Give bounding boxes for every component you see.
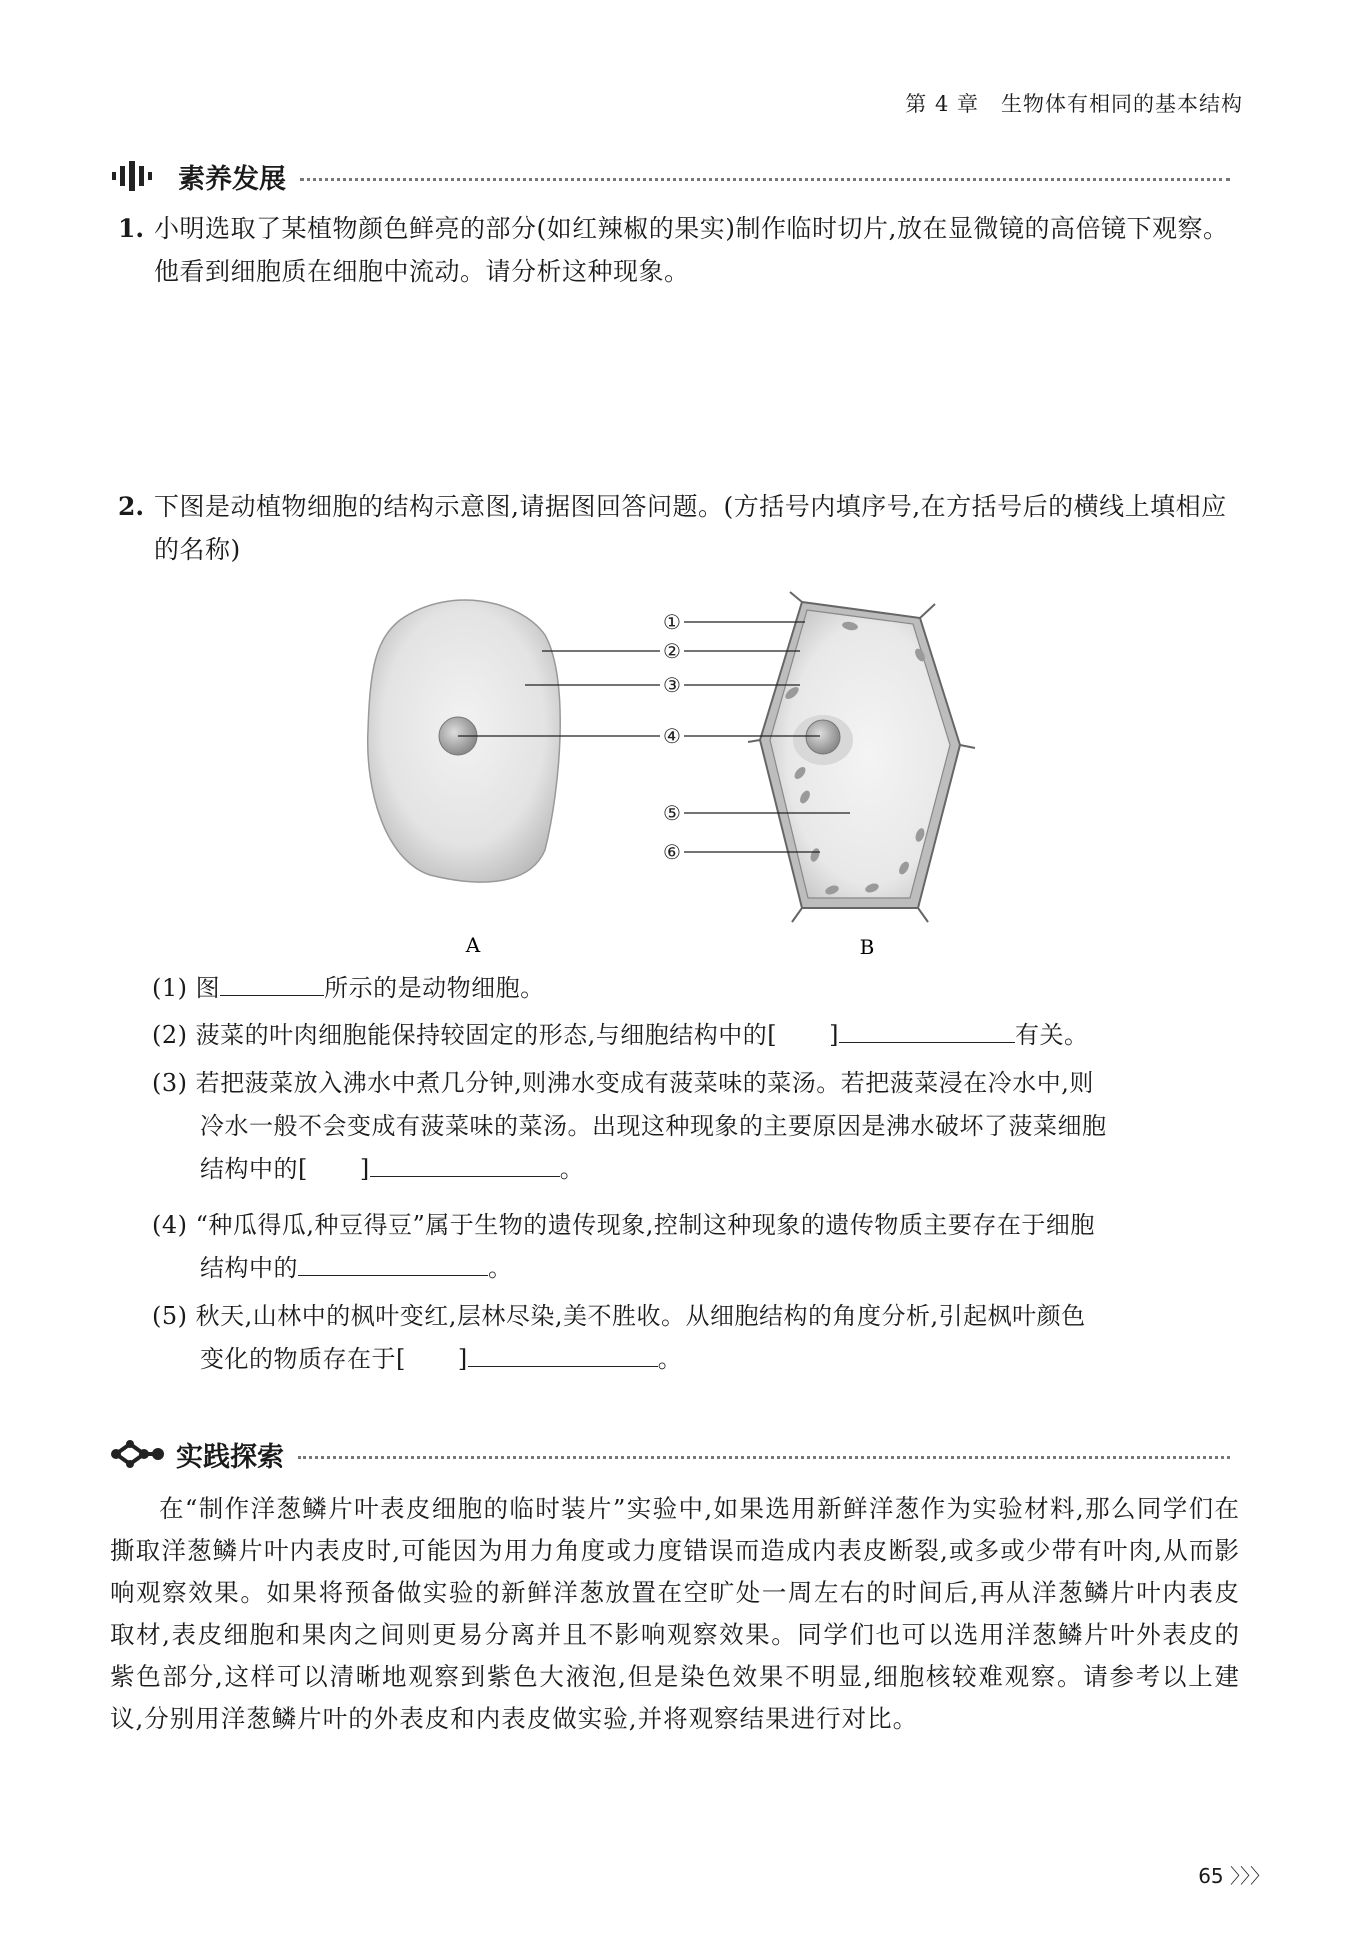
sub-text: 所示的是动物细胞。 [324, 974, 545, 1002]
section-title: 素养发展 [178, 163, 286, 195]
sub-text: 。 [657, 1345, 683, 1373]
sub-text: ] [457, 1345, 468, 1373]
answer-blank[interactable] [370, 1148, 560, 1177]
sub-text: 有关。 [1015, 1021, 1089, 1049]
sub-text: (2) 菠菜的叶肉细胞能保持较固定的形态,与细胞结构中的[ [152, 1021, 778, 1049]
sub-text: 结构中的 [200, 1254, 298, 1282]
marker-3: ③ [663, 673, 681, 697]
question-1 [118, 207, 1244, 293]
sub-question-1 [152, 967, 1242, 1010]
answer-blank[interactable] [839, 1014, 1015, 1043]
sub-text: ] [359, 1155, 370, 1183]
sub-text: (1) 图 [152, 974, 221, 1002]
sub-text: 。 [488, 1254, 513, 1282]
figure-label-a: A [465, 933, 481, 957]
figure-label-b: B [859, 935, 875, 959]
section-title: 实践探索 [176, 1441, 284, 1473]
marker-5: ⑤ [663, 801, 681, 825]
sub-text: 结构中的[ [200, 1155, 308, 1183]
sub-text: 冷水一般不会变成有菠菜味的菜汤。出现这种现象的主要原因是沸水破坏了菠菜细胞 [200, 1112, 1107, 1140]
marker-2: ② [663, 639, 681, 663]
sub-question-5 [152, 1295, 1242, 1381]
marker-4: ④ [663, 724, 681, 748]
animal-cell-a [368, 600, 561, 882]
question-text: 下图是动植物细胞的结构示意图,请据图回答问题。(方括号内填序号,在方括号后的横线上填相应的名称) [154, 492, 1227, 564]
answer-blank[interactable] [220, 967, 324, 996]
sub-text: (3) 若把菠菜放入沸水中煮几分钟,则沸水变成有菠菜味的菜汤。若把菠菜浸在冷水中,则 [152, 1069, 1094, 1097]
marker-6: ⑥ [663, 840, 681, 864]
section-heading-practice [110, 1432, 1230, 1476]
linked-nodes-icon [110, 1438, 166, 1470]
plant-cell-b [748, 592, 975, 922]
sub-text: (5) 秋天,山林中的枫叶变红,层林尽染,美不胜收。从细胞结构的角度分析,引起枫叶颜色 [152, 1302, 1086, 1330]
question-2 [118, 485, 1244, 571]
sub-text: (4) “种瓜得瓜,种豆得豆”属于生物的遗传现象,控制这种现象的遗传物质主要存在于细胞 [152, 1211, 1095, 1239]
sound-bars-icon [110, 161, 168, 191]
chapter-header: 第 4 章 生物体有相同的基本结构 [905, 92, 1243, 116]
answer-blank[interactable] [468, 1338, 658, 1367]
section-heading-literacy [110, 154, 1230, 198]
sub-text: ] [829, 1021, 839, 1049]
sub-text: 变化的物质存在于[ [200, 1345, 406, 1373]
dotted-divider [298, 1456, 1230, 1459]
sub-question-4 [152, 1204, 1242, 1290]
figure-markers [663, 610, 681, 864]
marker-1: ① [663, 610, 681, 634]
question-number: 2. [118, 492, 145, 521]
question-text: 小明选取了某植物颜色鲜亮的部分(如红辣椒的果实)制作临时切片,放在显微镜的高倍镜下观察。他看到细胞质在细胞中流动。请分析这种现象。 [154, 214, 1229, 286]
page-number: 65 〉〉〉 [1198, 1864, 1270, 1888]
question-number: 1. [118, 214, 145, 243]
sub-question-2 [152, 1014, 1242, 1057]
sub-text: 。 [559, 1155, 585, 1183]
answer-blank[interactable] [298, 1247, 488, 1276]
dotted-divider [300, 178, 1230, 181]
practice-paragraph: 在“制作洋葱鳞片叶表皮细胞的临时装片”实验中,如果选用新鲜洋葱作为实验材料,那么同学们在撕取洋葱鳞片叶内表皮时,可能因为用力角度或力度错误而造成内表皮断裂,或多或少带有叶肉,从而影响观察效果。如果将预备做实验的新鲜洋葱放置在空旷处一周左右的时间后,再从洋葱鳞片叶内表皮取材,表皮细胞和果肉之间则更易分离并且不影响观察效果。同学们也可以选用洋葱鳞片叶外表皮的紫色部分,这样可以清晰地观察到紫色大液泡,但是染色效果不明显,细胞核较难观察。请参考以上建议,分别用洋葱鳞片叶的外表皮和内表皮做实验,并将观察结果进行对比。 [110, 1494, 1240, 1733]
sub-question-3 [152, 1062, 1242, 1191]
cell-structure-figure [360, 590, 1000, 970]
